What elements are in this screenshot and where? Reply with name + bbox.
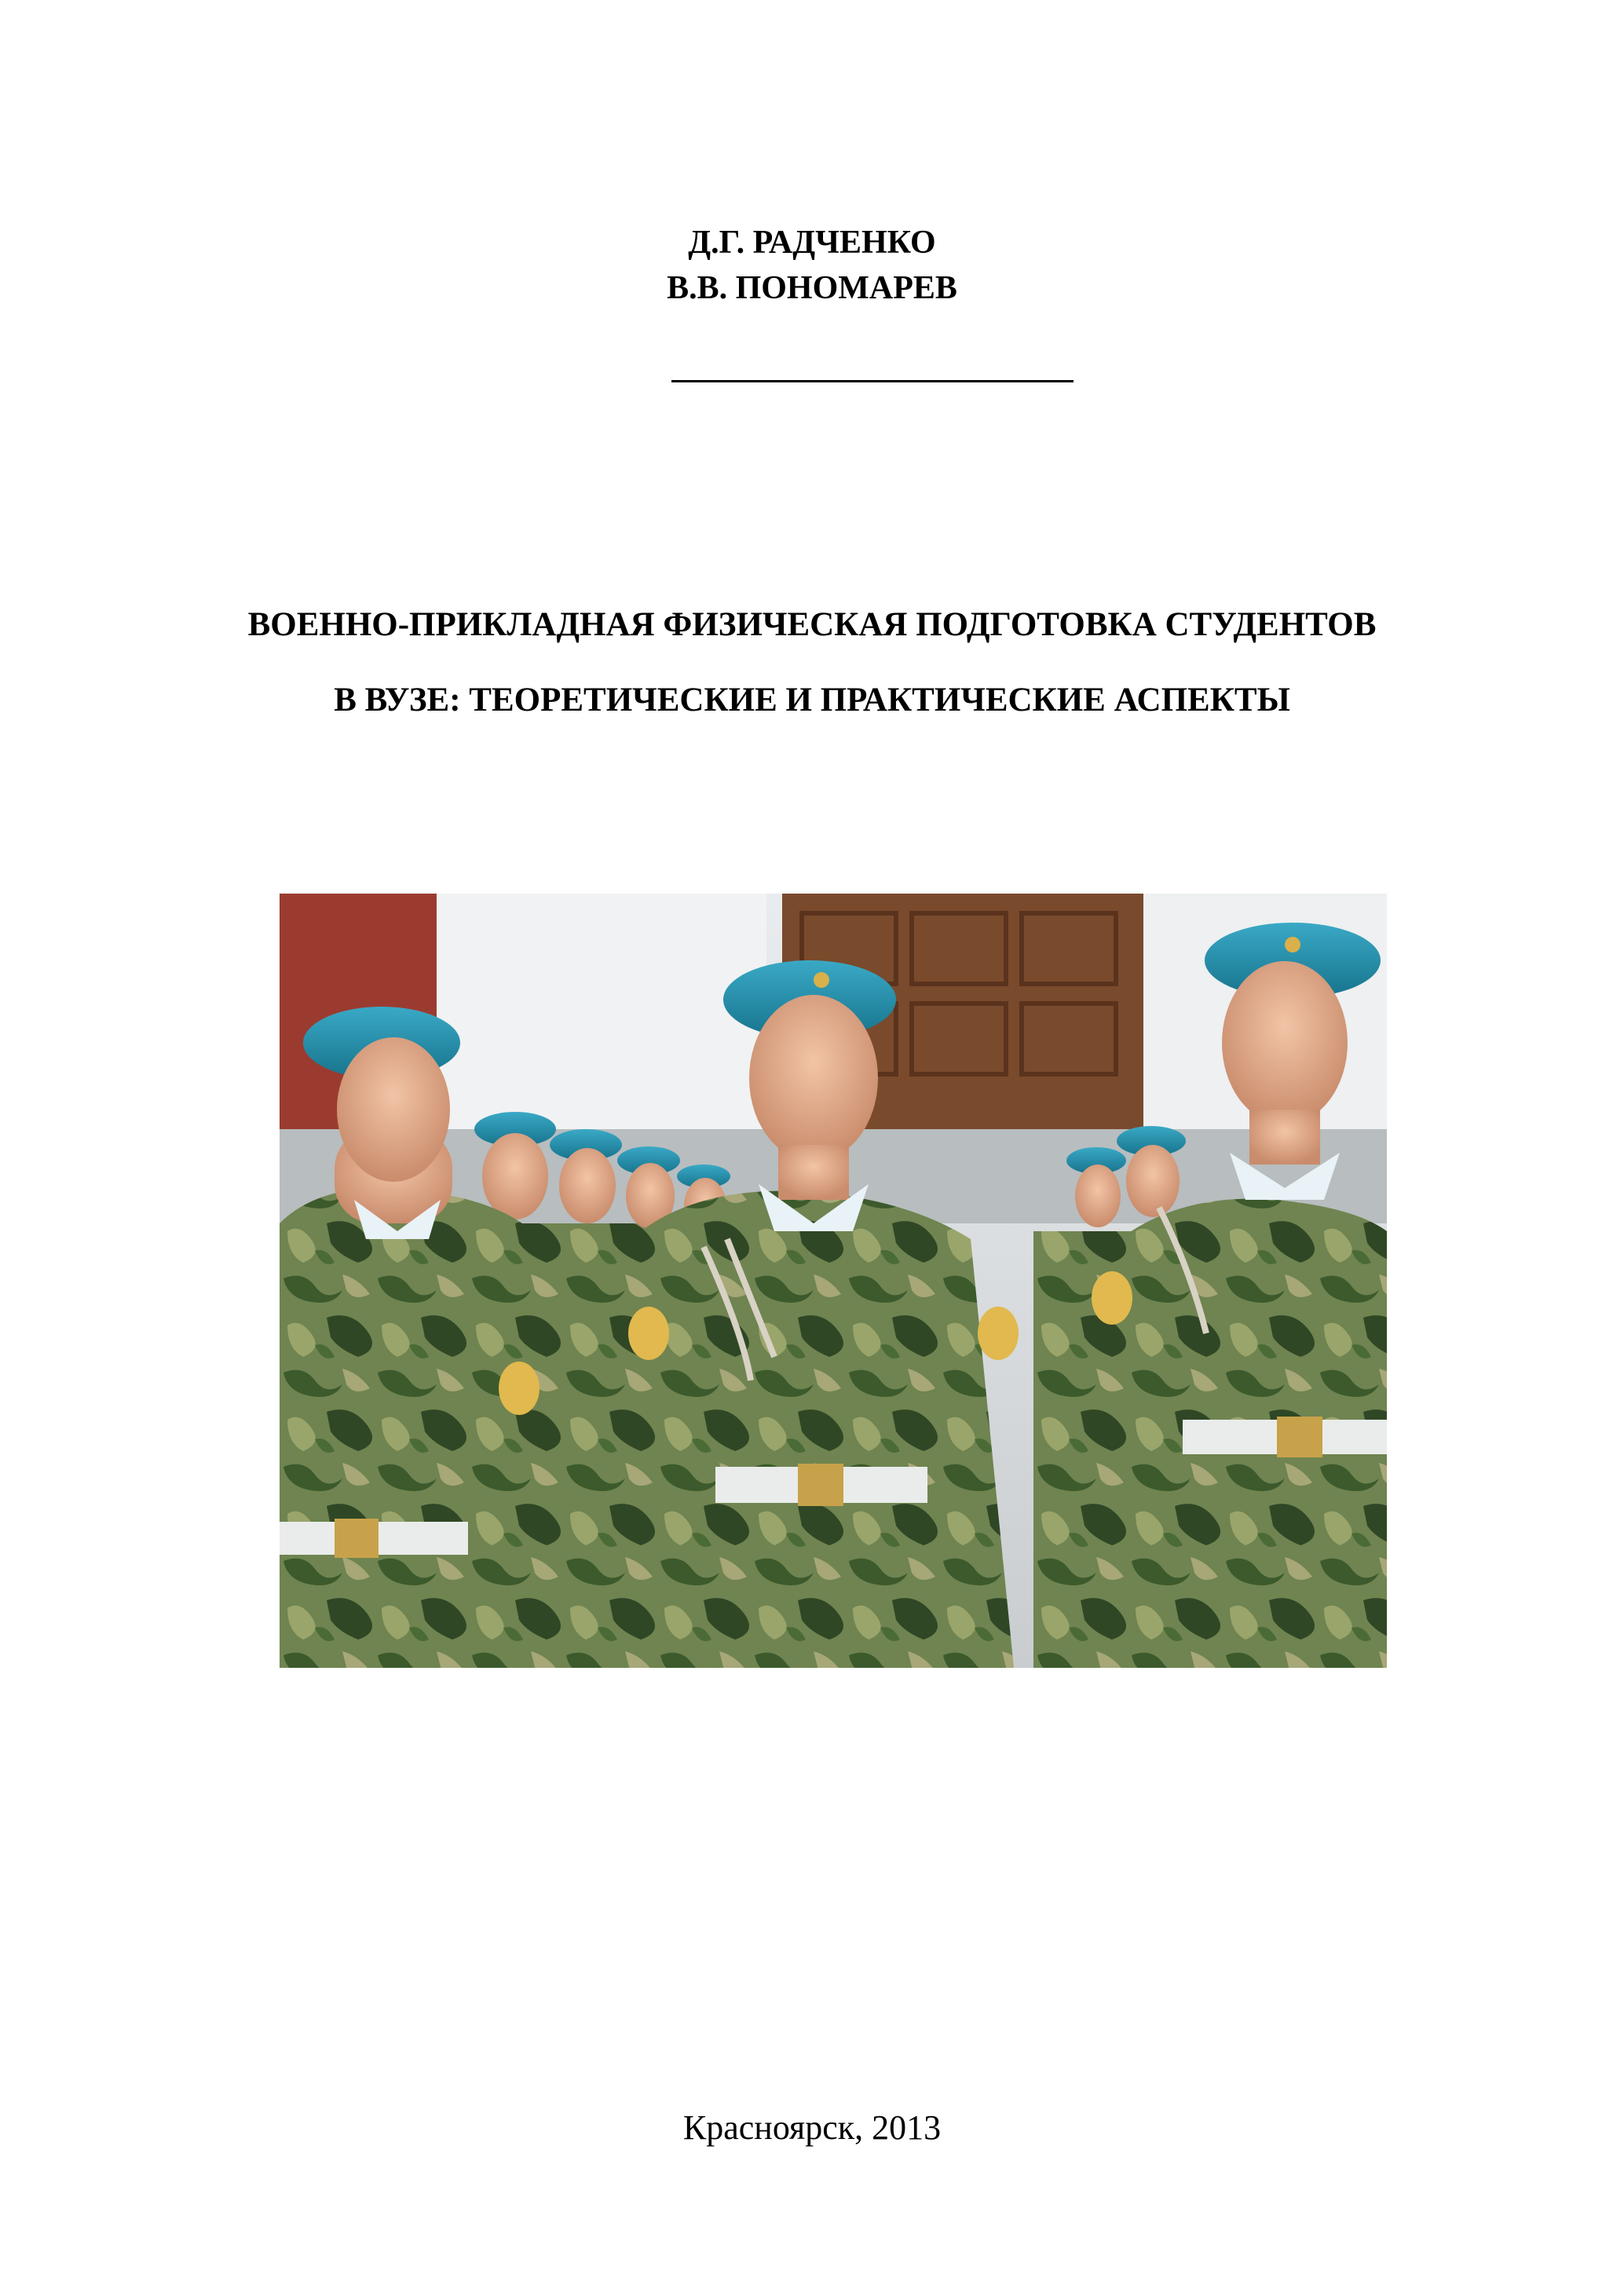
cover-photo-soldiers — [280, 894, 1387, 1668]
authors-block — [0, 220, 1624, 311]
place-year: Красноярск, 2013 — [682, 2108, 942, 2147]
title-line-2: В ВУЗЕ: ТЕОРЕТИЧЕСКИЕ И ПРАКТИЧЕСКИЕ АСПЕКТЫ — [334, 682, 1290, 718]
book-title — [0, 587, 1624, 738]
separator-line — [671, 380, 1074, 382]
author-2: В.В. ПОНОМАРЕВ — [667, 270, 957, 306]
title-line-1: ВОЕННО-ПРИКЛАДНАЯ ФИЗИЧЕСКАЯ ПОДГОТОВКА СТУДЕНТОВ — [247, 606, 1377, 643]
author-1: Д.Г. РАДЧЕНКО — [688, 225, 936, 261]
